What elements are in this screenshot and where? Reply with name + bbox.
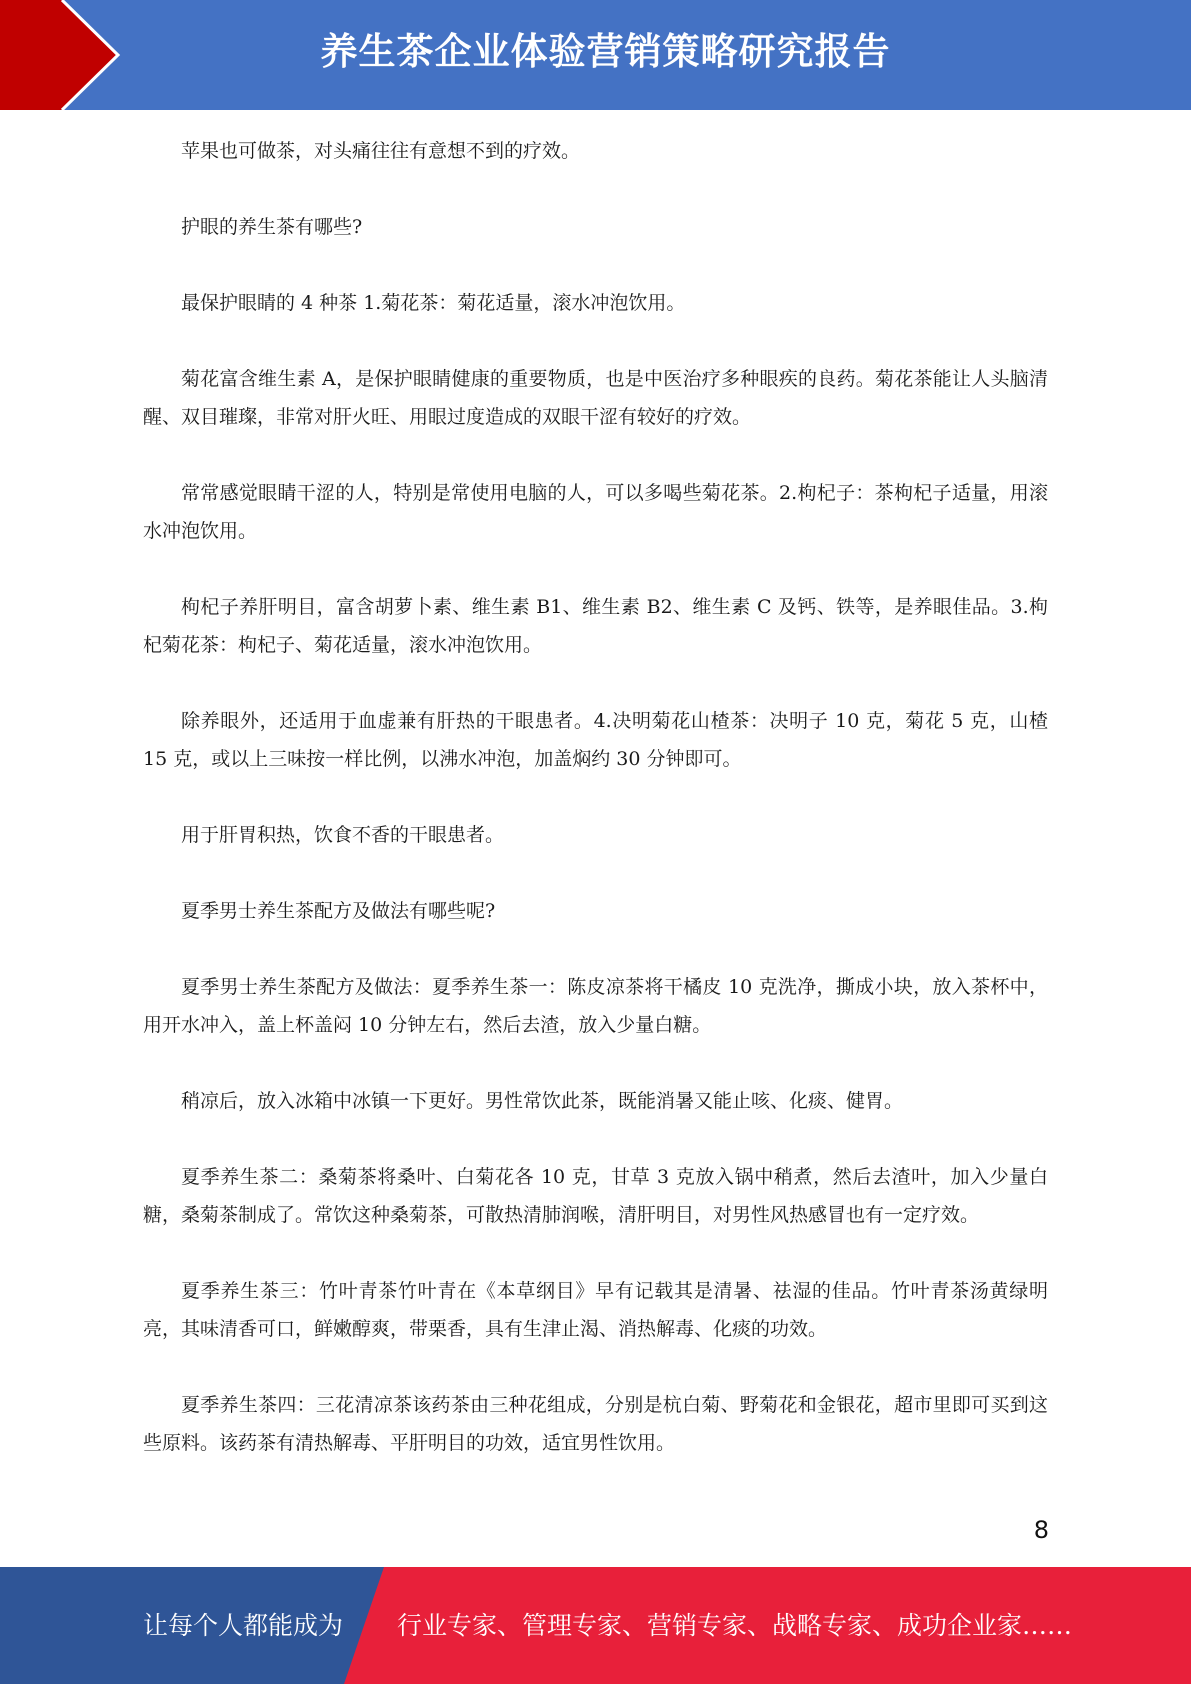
paragraph: 常常感觉眼睛干涩的人，特别是常使用电脑的人，可以多喝些菊花茶。2.枸杞子：茶枸杞子适量，用滚水冲泡饮用。 [143,482,1048,542]
paragraph: 夏季养生茶二：桑菊茶将桑叶、白菊花各 10 克，甘草 3 克放入锅中稍煮，然后去渣叶，加入少量白糖，桑菊茶制成了。常饮这种桑菊茶，可散热清肺润喉，清肝明目，对男性风热感冒也有一定疗效。 [143,1166,1048,1226]
paragraph: 夏季男士养生茶配方及做法：夏季养生茶一：陈皮凉茶将干橘皮 10 克洗净，撕成小块，放入茶杯中，用开水冲入，盖上杯盖闷 10 分钟左右，然后去渣，放入少量白糖。 [143,976,1048,1036]
footer-slogan-left: 让每个人都能成为 [143,1611,344,1640]
report-title: 养生茶企业体验营销策略研究报告 [320,30,891,73]
paragraph: 护眼的养生茶有哪些? [181,216,363,238]
paragraph: 枸杞子养肝明目，富含胡萝卜素、维生素 B1、维生素 B2、维生素 C 及钙、铁等，是养眼佳品。3.枸杞菊花茶：枸杞子、菊花适量，滚水冲泡饮用。 [143,596,1048,656]
paragraph: 苹果也可做茶，对头痛往往有意想不到的疗效。 [181,140,581,162]
page-footer [0,1567,1191,1684]
paragraph: 除养眼外，还适用于血虚兼有肝热的干眼患者。4.决明菊花山楂茶：决明子 10 克，菊花 5 克，山楂 15 克，或以上三味按一样比例，以沸水冲泡，加盖焖约 30 分钟即可。 [143,710,1048,770]
paragraph: 用于肝胃积热，饮食不香的干眼患者。 [181,824,505,846]
paragraph: 夏季男士养生茶配方及做法有哪些呢? [181,900,496,922]
paragraph: 夏季养生茶四：三花清凉茶该药茶由三种花组成，分别是杭白菊、野菊花和金银花，超市里即可买到这些原料。该药茶有清热解毒、平肝明目的功效，适宜男性饮用。 [143,1394,1048,1454]
paragraph: 菊花富含维生素 A，是保护眼睛健康的重要物质，也是中医治疗多种眼疾的良药。菊花茶能让人头脑清醒、双目璀璨，非常对肝火旺、用眼过度造成的双眼干涩有较好的疗效。 [143,368,1048,428]
page-header [0,0,1191,110]
footer-slogan-right: 行业专家、管理专家、营销专家、战略专家、成功企业家…… [397,1611,1073,1640]
paragraph: 最保护眼睛的 4 种茶 1.菊花茶：菊花适量，滚水冲泡饮用。 [181,292,686,314]
paragraph: 夏季养生茶三：竹叶青茶竹叶青在《本草纲目》早有记载其是清暑、祛湿的佳品。竹叶青茶汤黄绿明亮，其味清香可口，鲜嫩醇爽，带栗香，具有生津止渴、消热解毒、化痰的功效。 [143,1280,1048,1340]
body-text [143,132,1048,1500]
paragraph: 稍凉后，放入冰箱中冰镇一下更好。男性常饮此茶，既能消暑又能止咳、化痰、健胃。 [181,1090,904,1112]
page-number: 8 [1033,1516,1049,1544]
